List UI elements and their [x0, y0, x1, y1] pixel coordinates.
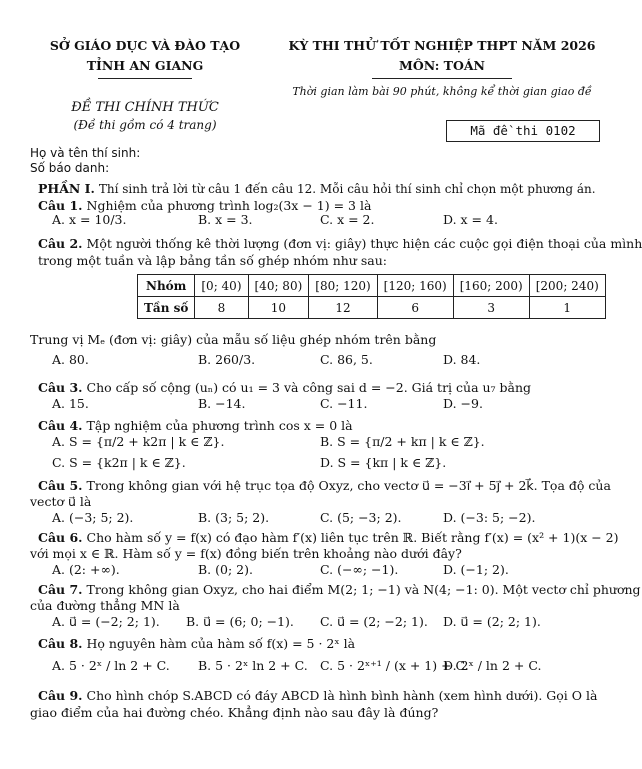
table-header-freq: Tần số — [138, 297, 195, 319]
q1-text: Nghiệm của phương trình log₂(3x − 1) = 3 là — [86, 198, 372, 213]
q2-text1: Một người thống kê thời lượng (đơn vị: giây) thực hiện các cuộc gọi điện thoại của mình — [86, 236, 642, 251]
q8-option-a: A. 5 · 2ˣ / ln 2 + C. — [52, 658, 170, 673]
header-divider-left — [98, 78, 192, 79]
table-cell: [120; 160) — [377, 275, 453, 297]
candidate-name-label: Họ và tên thí sinh: — [30, 146, 141, 160]
q7-option-a: A. u⃗ = (−2; 2; 1). — [52, 614, 160, 629]
q6-stem-2: với mọi x ∈ ℝ. Hàm số y = f(x) đồng biến trên khoảng nào dưới đây? — [30, 546, 462, 561]
table-cell: 1 — [529, 297, 605, 319]
q2-stem-2: trong một tuần và lập bảng tần số ghép nhóm như sau: — [38, 253, 387, 268]
q2-label: Câu 2. — [38, 236, 83, 251]
q3-option-d: D. −9. — [443, 396, 483, 411]
table-row-groups — [138, 275, 606, 297]
q6-option-c: C. (−∞; −1). — [320, 562, 399, 577]
table-cell: [40; 80) — [248, 275, 309, 297]
q6-label: Câu 6. — [38, 530, 83, 545]
q7-stem-2: của đường thẳng MN là — [30, 598, 180, 613]
table-header-group: Nhóm — [138, 275, 195, 297]
table-cell: 6 — [377, 297, 453, 319]
q8-stem — [38, 636, 355, 651]
q6-option-d: D. (−1; 2). — [443, 562, 509, 577]
q4-option-b: B. S = {π/2 + kπ | k ∈ ℤ}. — [320, 434, 485, 449]
q3-option-a: A. 15. — [52, 396, 89, 411]
q4-label: Câu 4. — [38, 418, 83, 433]
frequency-table — [137, 274, 606, 319]
q6-option-b: B. (0; 2). — [198, 562, 253, 577]
q7-text1: Trong không gian Oxyz, cho hai điểm M(2; 1; −1) và N(4; −1: 0). Một vectơ chỉ phương — [86, 582, 641, 597]
q1-label: Câu 1. — [38, 198, 83, 213]
part1-title: PHẦN I. — [38, 181, 95, 196]
q7-stem-1 — [38, 582, 641, 597]
table-cell: 3 — [453, 297, 529, 319]
q5-text1: Trong không gian với hệ trục tọa độ Oxyz, cho vectơ u⃗ = −3i⃗ + 5j⃗ + 2k⃗. Tọa độ của — [86, 478, 611, 493]
q9-label: Câu 9. — [38, 688, 83, 703]
table-cell: [200; 240) — [529, 275, 605, 297]
exam-title: KỲ THI THỬ TỐT NGHIỆP THPT NĂM 2026 — [288, 38, 596, 53]
q6-stem-1 — [38, 530, 619, 545]
q2-option-b: B. 260/3. — [198, 352, 256, 367]
table-row-freqs — [138, 297, 606, 319]
q2-stem-1 — [38, 236, 642, 251]
q5-option-d: D. (−3: 5; −2). — [443, 510, 536, 525]
table-cell: [0; 40) — [195, 275, 248, 297]
q7-label: Câu 7. — [38, 582, 83, 597]
q4-option-c: C. S = {k2π | k ∈ ℤ}. — [52, 455, 186, 470]
q3-option-c: C. −11. — [320, 396, 368, 411]
table-cell: [160; 200) — [453, 275, 529, 297]
q7-option-c: C. u⃗ = (2; −2; 1). — [320, 614, 428, 629]
q9-stem-1 — [38, 688, 597, 703]
q8-option-d: D. 2ˣ / ln 2 + C. — [443, 658, 542, 673]
q3-option-b: B. −14. — [198, 396, 246, 411]
q2-stem-3: Trung vị Mₑ (đơn vị: giây) của mẫu số liệu ghép nhóm trên bằng — [30, 332, 437, 347]
subject: MÔN: TOÁN — [399, 58, 485, 73]
q1-option-c: C. x = 2. — [320, 212, 375, 227]
time-note: Thời gian làm bài 90 phút, không kể thời gian giao đề — [292, 85, 592, 98]
table-cell: [80; 120) — [309, 275, 377, 297]
q4-option-a: A. S = {π/2 + k2π | k ∈ ℤ}. — [52, 434, 225, 449]
dept-line2: TỈNH AN GIANG — [86, 58, 204, 73]
table-cell: 10 — [248, 297, 309, 319]
q1-option-d: D. x = 4. — [443, 212, 498, 227]
candidate-id-label: Số báo danh: — [30, 161, 110, 175]
q5-option-a: A. (−3; 5; 2). — [52, 510, 134, 525]
q1-option-b: B. x = 3. — [198, 212, 253, 227]
q9-stem-2: giao điểm của hai đường chéo. Khẳng định nào sau đây là đúng? — [30, 705, 439, 720]
q3-label: Câu 3. — [38, 380, 83, 395]
q9-text1: Cho hình chóp S.ABCD có đáy ABCD là hình bình hành (xem hình dưới). Gọi O là — [86, 688, 598, 703]
q5-option-b: B. (3; 5; 2). — [198, 510, 270, 525]
part1-instruction: Thí sinh trả lời từ câu 1 đến câu 12. Mỗi câu hỏi thí sinh chỉ chọn một phương án. — [98, 182, 596, 196]
pages-note: (Đề thi gồm có 4 trang) — [73, 118, 217, 132]
q3-stem — [38, 380, 531, 395]
q5-label: Câu 5. — [38, 478, 83, 493]
q5-stem-2: vectơ u⃗ là — [30, 494, 92, 509]
header-divider-right — [372, 78, 512, 79]
q8-option-c: C. 5 · 2ˣ⁺¹ / (x + 1) + C. — [320, 658, 469, 673]
q2-option-c: C. 86, 5. — [320, 352, 373, 367]
dept-line1: SỞ GIÁO DỤC VÀ ĐÀO TẠO — [49, 38, 241, 53]
q5-stem-1 — [38, 478, 611, 493]
exam-code-box: Mã đề thi 0102 — [446, 120, 600, 142]
q5-option-c: C. (5; −3; 2). — [320, 510, 402, 525]
q7-option-b: B. u⃗ = (6; 0; −1). — [186, 614, 294, 629]
q6-text1: Cho hàm số y = f(x) có đạo hàm f′(x) liên tục trên ℝ. Biết rằng f′(x) = (x² + 1)(x − 2) — [86, 530, 619, 545]
q3-text: Cho cấp số cộng (uₙ) có u₁ = 3 và công sai d = −2. Giá trị của u₇ bằng — [86, 380, 532, 395]
q2-option-a: A. 80. — [52, 352, 89, 367]
q8-text: Họ nguyên hàm của hàm số f(x) = 5 · 2ˣ là — [86, 636, 356, 651]
q2-option-d: D. 84. — [443, 352, 481, 367]
q4-text: Tập nghiệm của phương trình cos x = 0 là — [86, 418, 353, 433]
part1-line — [38, 181, 596, 196]
q1-option-a: A. x = 10/3. — [52, 212, 127, 227]
official-label: ĐỀ THI CHÍNH THỨC — [71, 100, 219, 115]
q4-option-d: D. S = {kπ | k ∈ ℤ}. — [320, 455, 447, 470]
q8-label: Câu 8. — [38, 636, 83, 651]
table-cell: 12 — [309, 297, 377, 319]
table-cell: 8 — [195, 297, 248, 319]
q6-option-a: A. (2: +∞). — [52, 562, 120, 577]
q7-option-d: D. u⃗ = (2; 2; 1). — [443, 614, 541, 629]
q4-stem — [38, 418, 353, 433]
q8-option-b: B. 5 · 2ˣ ln 2 + C. — [198, 658, 308, 673]
q1-stem — [38, 198, 371, 213]
